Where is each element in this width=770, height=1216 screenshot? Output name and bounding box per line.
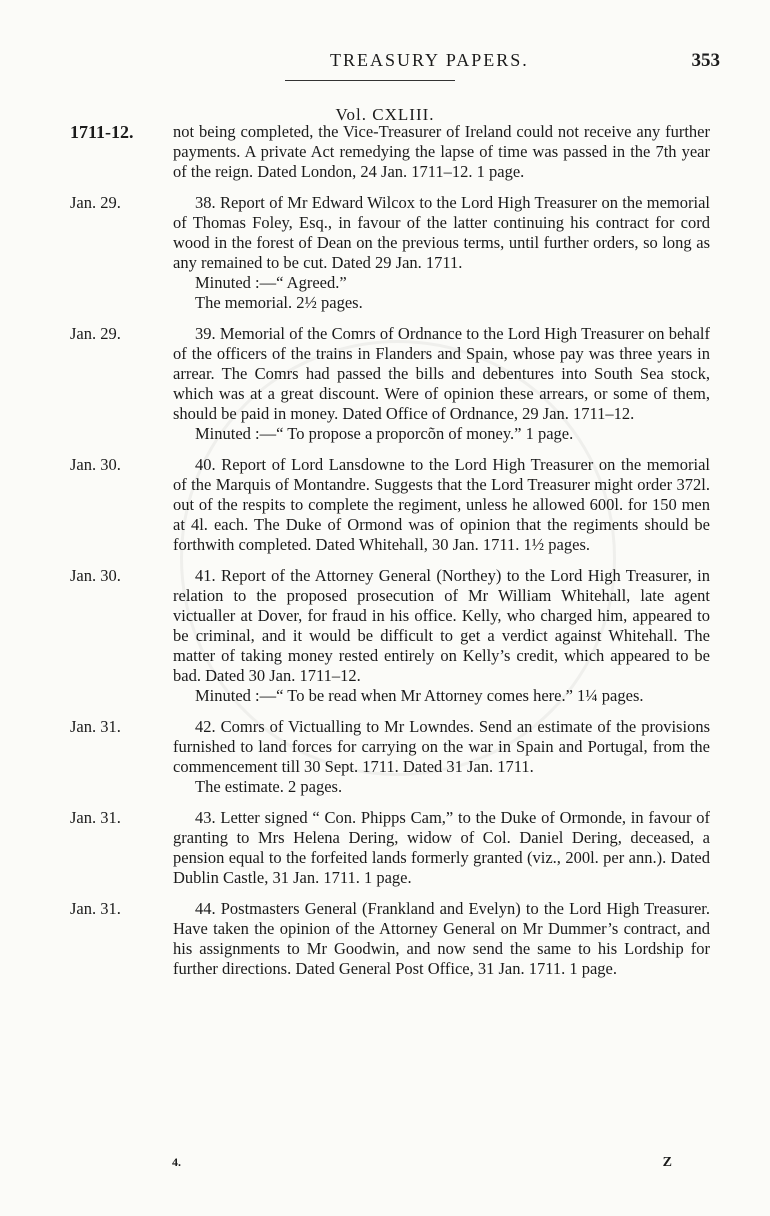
entry-date: 1711-12. [70, 122, 134, 142]
entry-date: Jan. 31. [70, 899, 121, 918]
entry-text: 43. Letter signed “ Con. Phipps Cam,” to the Duke of Ormonde, in favour of granting to Mrs Helena Dering, widow of Col. Daniel Dering, deceased, a pension equal to the forfeited lands formerly granted (viz., 200l. per ann.). Dated Dublin Castle, 31 Jan. 1711. 1 page. [173, 808, 710, 887]
entry-note: The estimate. 2 pages. [195, 777, 343, 796]
entry-note: Minuted :—“ To be read when Mr Attorney comes here.” 1¼ pages. [195, 686, 644, 705]
entry-text: 44. Postmasters General (Frankland and Evelyn) to the Lord High Treasurer. Have taken the opinion of the Attorney General on Mr Dummer’s contract, and his assignments to Mr Goodwin, and now send the same to his Lordship for further directions. Dated General Post Office, 31 Jan. 1711. 1 page. [173, 899, 710, 978]
entry-date: Jan. 29. [70, 193, 121, 212]
entry [70, 717, 710, 797]
entry-date: Jan. 31. [70, 717, 121, 736]
page-header [60, 50, 720, 78]
entry-date: Jan. 30. [70, 566, 121, 585]
signature-mark: 4. [172, 1155, 181, 1169]
entries-list [70, 122, 710, 990]
entry-text: 40. Report of Lord Lansdowne to the Lord High Treasurer on the memorial of the Marquis of Montandre. Suggests that the Lord Treasurer might order 372l. out of the respits to complete the regiment, unless he allowed 600l. for 150 men at 4l. each. The Duke of Ormond was of opinion that the regiments should be forthwith completed. Dated Whitehall, 30 Jan. 1711. 1½ pages. [173, 455, 710, 554]
entry [70, 122, 710, 182]
entry-note: Minuted :—“ To propose a proporcõn of money.” 1 page. [195, 424, 574, 443]
entry-text: 39. Memorial of the Comrs of Ordnance to the Lord High Treasurer on behalf of the officers of the trains in Flanders and Spain, whose pay was three years in arrear. The Comrs had passed the bills and debentures into South Sea stock, which was at a great discount. Were of opinion these arrears, or some of them, should be paid in money. Dated Office of Ordnance, 29 Jan. 1711–12. [173, 324, 710, 423]
entry-note: The memorial. 2½ pages. [195, 293, 363, 312]
volume-heading: Vol. CXLIII. [335, 105, 435, 124]
entry [70, 455, 710, 555]
entry-text: 41. Report of the Attorney General (Northey) to the Lord High Treasurer, in relation to the proposed prosecution of Mr William Whitehall, late agent victualler at Dover, for fraud in his office. Kelly, who charged him, appeared to be criminal, and it would be difficult to get a verdict against Whitehall. The matter of taking money rested entirely on Kelly’s credit, which appeared to be bad. Dated 30 Jan. 1711–12. [173, 566, 710, 685]
entry-date: Jan. 31. [70, 808, 121, 827]
entry-text: not being completed, the Vice-Treasurer of Ireland could not receive any further payments. A private Act remedying the lapse of time was passed in the 7th year of the reign. Dated London, 24 Jan. 1711–12. 1 page. [173, 122, 710, 181]
entry [70, 899, 710, 979]
entry [70, 808, 710, 888]
entry-note: Minuted :—“ Agreed.” [195, 273, 347, 292]
entry [70, 324, 710, 444]
entry-text: 38. Report of Mr Edward Wilcox to the Lord High Treasurer on the memorial of Thomas Foley, Esq., in favour of the latter continuing his contract for cord wood in the forest of Dean on the previous terms, until further orders, so long as any remained to be cut. Dated 29 Jan. 1711. [173, 193, 710, 272]
page-number: 353 [691, 50, 720, 71]
entry [70, 193, 710, 313]
running-title: TREASURY PAPERS. [330, 50, 529, 70]
entry-text: 42. Comrs of Victualling to Mr Lowndes. Send an estimate of the provisions furnished to land forces for carrying on the war in Spain and Portugal, from the commencement till 30 Sept. 1711. Dated 31 Jan. 1711. [173, 717, 710, 776]
entry-date: Jan. 30. [70, 455, 121, 474]
header-rule [285, 80, 455, 81]
entry-date: Jan. 29. [70, 324, 121, 343]
signature-mark: Z [662, 1155, 672, 1170]
entry [70, 566, 710, 706]
page-footer [172, 1155, 672, 1197]
